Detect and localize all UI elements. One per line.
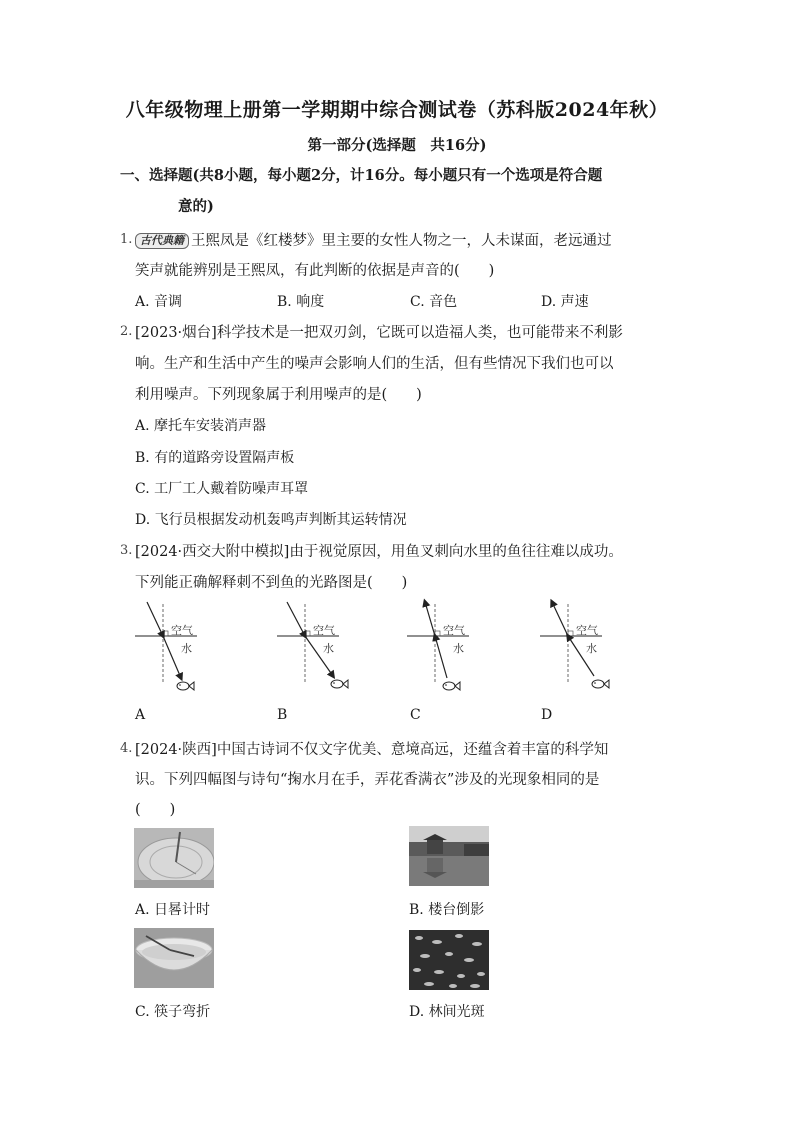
diagram-c-fish-icon xyxy=(443,682,460,690)
question-3-stem-line2: 下列能正确解释刺不到鱼的光路图是( ) xyxy=(135,575,408,591)
question-3-label-b[interactable]: B xyxy=(277,707,288,723)
diagram-c-air-label: 空气 xyxy=(443,624,465,637)
question-1-option-d[interactable]: D. 声速 xyxy=(541,294,589,310)
question-3-stem-line1: [2024·西交大附中模拟]由于视觉原因，用鱼叉刺向水里的鱼往往难以成功。 xyxy=(135,544,623,560)
question-4-option-c[interactable]: C. 筷子弯折 xyxy=(135,1004,211,1020)
sundial-photo[interactable] xyxy=(134,828,214,888)
page-title: 八年级物理上册第一学期期中综合测试卷（苏科版2024年秋） xyxy=(125,99,669,121)
diagram-a-air-label: 空气 xyxy=(171,624,193,637)
question-4-stem-line2: 识。下列四幅图与诗句“掬水月在手，弄花香满衣”涉及的光现象相同的是 xyxy=(135,772,600,788)
diagram-d-fish-icon xyxy=(592,680,609,688)
question-2-option-b[interactable]: B. 有的道路旁设置隔声板 xyxy=(135,450,295,466)
question-4-number: 4. xyxy=(120,741,133,756)
ancient-text-badge: 古代典籍 xyxy=(135,233,189,249)
diagram-d[interactable] xyxy=(540,602,609,688)
question-4-stem-line1: [2024·陕西]中国古诗词不仅文字优美、意境高远，还蕴含着丰富的科学知 xyxy=(135,742,609,758)
question-4-option-b[interactable]: B. 楼台倒影 xyxy=(409,902,485,918)
diagram-d-water-label: 水 xyxy=(586,642,597,655)
question-3-number: 3. xyxy=(120,543,133,558)
question-2-stem-line2: 响。生产和生活中产生的噪声会影响人们的生活，但有些情况下我们也可以 xyxy=(135,356,614,372)
diagram-b-water-label: 水 xyxy=(323,642,334,655)
part-heading: 第一部分(选择题 共16分) xyxy=(307,137,487,154)
question-4-option-d[interactable]: D. 林间光斑 xyxy=(409,1004,485,1020)
question-1-number: 1. xyxy=(120,232,133,247)
diagram-c-water-label: 水 xyxy=(453,642,464,655)
question-1-option-b[interactable]: B. 响度 xyxy=(277,294,325,310)
question-1-stem-line1 xyxy=(135,229,612,250)
question-4-option-a[interactable]: A. 日晷计时 xyxy=(135,902,211,918)
question-3-label-a[interactable]: A xyxy=(135,707,146,723)
question-1-stem-line2: 笑声就能辨别是王熙凤，有此判断的依据是声音的( ) xyxy=(135,263,495,279)
diagram-a-water-label: 水 xyxy=(181,642,192,655)
section-heading-line1: 一、选择题(共8小题，每小题2分，计16分。每小题只有一个选项是符合题 xyxy=(120,167,603,184)
diagram-c[interactable] xyxy=(407,602,469,690)
section-heading-line2: 意的) xyxy=(178,198,214,215)
light-path-diagrams xyxy=(125,596,645,701)
question-2-option-d[interactable]: D. 飞行员根据发动机轰鸣声判断其运转情况 xyxy=(135,512,407,528)
question-2-number: 2. xyxy=(120,324,133,339)
question-4-stem-line3: ( ) xyxy=(135,802,176,818)
chopsticks-photo[interactable] xyxy=(134,928,214,988)
question-1-option-a[interactable]: A. 音调 xyxy=(135,294,183,310)
question-1-option-c[interactable]: C. 音色 xyxy=(410,294,458,310)
diagram-a[interactable] xyxy=(135,602,197,690)
diagram-b-air-label: 空气 xyxy=(313,624,335,637)
pavilion-reflection-photo[interactable] xyxy=(409,826,489,886)
question-1-text-line1: 王熙凤是《红楼梦》里主要的女性人物之一，人未谋面，老远通过 xyxy=(191,233,612,249)
diagram-b[interactable] xyxy=(277,602,348,688)
question-2-option-a[interactable]: A. 摩托车安装消声器 xyxy=(135,418,267,434)
question-2-stem-line3: 利用噪声。下列现象属于利用噪声的是( ) xyxy=(135,387,422,403)
question-2-stem-line1: [2023·烟台]科学技术是一把双刃剑，它既可以造福人类，也可能带来不利影 xyxy=(135,325,623,341)
diagram-b-fish-icon xyxy=(331,680,348,688)
diagram-a-fish-icon xyxy=(177,682,194,690)
forest-light-spots-photo[interactable] xyxy=(409,930,489,990)
question-3-label-c[interactable]: C xyxy=(410,707,421,723)
question-3-label-d[interactable]: D xyxy=(541,707,553,723)
diagram-d-air-label: 空气 xyxy=(576,624,598,637)
question-2-option-c[interactable]: C. 工厂工人戴着防噪声耳罩 xyxy=(135,481,309,497)
